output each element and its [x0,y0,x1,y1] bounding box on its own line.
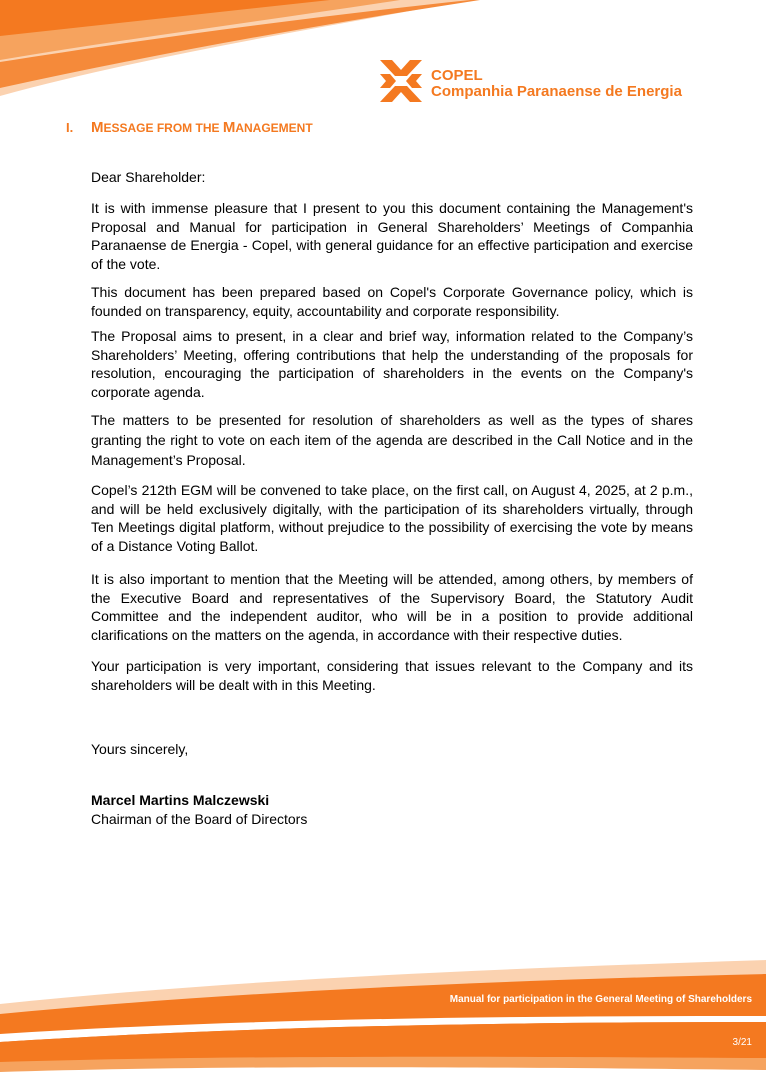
letter-paragraph: The matters to be presented for resolution of shareholders as well as the types of shares granting the right to vote on each item of the agenda are described in the Call Notice and in the Management’s Proposal. [91,412,693,468]
letter-paragraph: Your participation is very important, considering that issues relevant to the Company and its shareholders will be dealt with in this Meeting. [91,658,693,693]
letter-paragraph: This document has been prepared based on Copel's Corporate Governance policy, which is founded on transparency, equity, accountability and corporate responsibility. [91,284,693,319]
letter-paragraph: It is with immense pleasure that I present to you this document containing the Management's Proposal and Manual for participation in General Shareholders’ Meetings of Companhia Paranaense de Energia - Copel, with general guidance for an effective participation and exercise of the vote. [91,200,693,273]
logo-full-name: Companhia Paranaense de Energia [431,83,682,100]
section-title-part: ESSAGE FROM THE [103,121,223,135]
section-title-part: ANAGEMENT [235,121,313,135]
copel-logo-icon [380,60,422,102]
logo-name: COPEL [431,67,483,84]
section-number: I. [66,120,74,135]
footer-manual-title: Manual for participation in the General Meeting of Shareholders [449,994,752,1005]
letter-paragraph: Copel’s 212th EGM will be convened to take place, on the first call, on August 4, 2025, at 2 p.m., and will be held exclusively digitally, with the participation of its shareholders virtually, through Ten Meetings digital platform, without prejudice to the possibility of exercising the vote by means of a Distance Voting Ballot. [91,482,693,555]
letter-paragraph: The Proposal aims to present, in a clear and brief way, information related to the Company’s Shareholders’ Meeting, offering contributions that help the understanding of the proposals for resolution, encouraging the participation of shareholders in the events on the Company's corporate agenda. [91,328,693,401]
section-title-part: M [91,119,104,136]
section-title-part: M [222,119,236,136]
footer-swoosh [0,960,766,1084]
copel-logo [380,60,710,102]
section-heading [66,118,313,137]
signer-title: Chairman of the Board of Directors [91,811,308,827]
closing: Yours sincerely, [91,741,189,757]
page-number: 3/21 [732,1037,752,1048]
letter-paragraph: It is also important to mention that the Meeting will be attended, among others, by members of the Executive Board and representatives of the Supervisory Board, the Statutory Audit Committee and the independent auditor, who will be in a position to provide additional clarifications on the matters on the agenda, in accordance with their respective duties. [91,571,693,644]
signer-name: Marcel Martins Malczewski [91,792,270,808]
salutation: Dear Shareholder: [91,169,206,185]
